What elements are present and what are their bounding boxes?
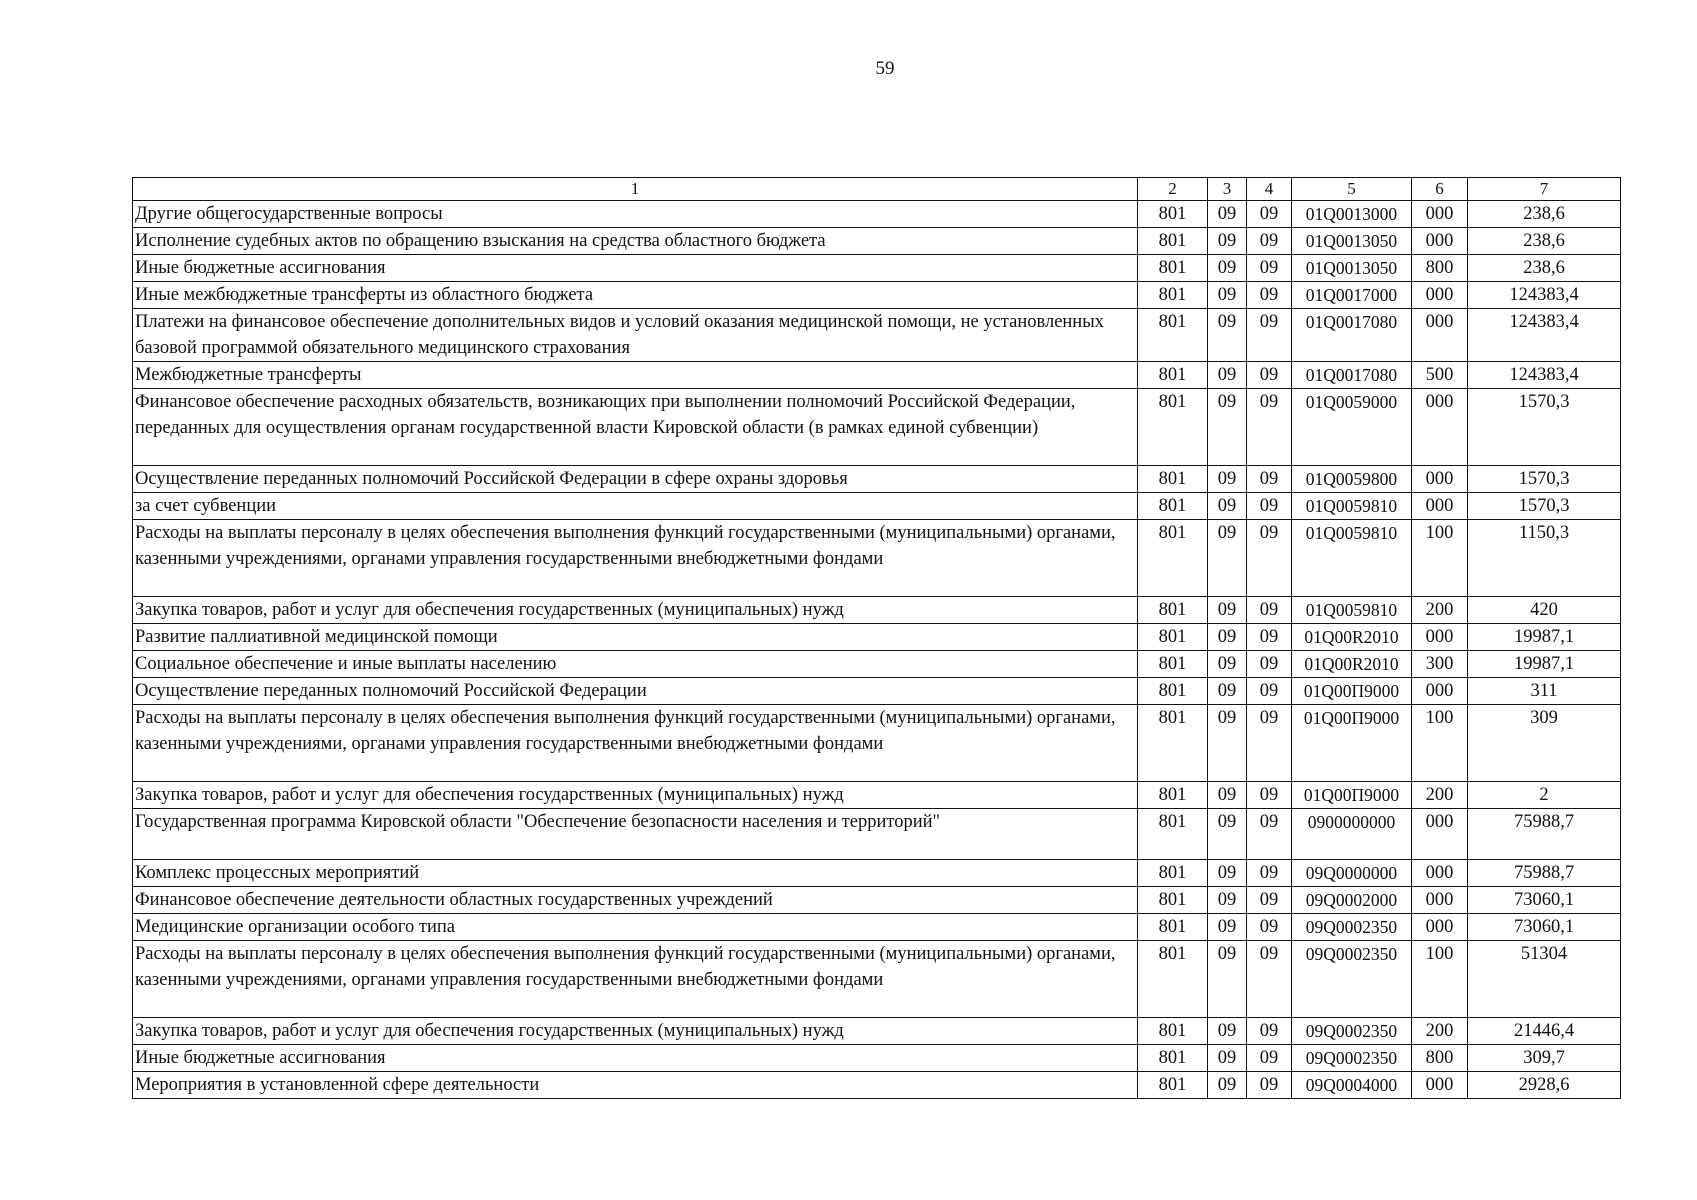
expense-type-cell: 000 (1412, 309, 1468, 362)
budget-table (132, 177, 1621, 1099)
row-name-cell: Исполнение судебных актов по обращению взыскания на средства областного бюджета (133, 228, 1138, 255)
target-article-cell: 09Q0002350 (1292, 941, 1412, 1018)
target-article-cell: 01Q0059000 (1292, 389, 1412, 466)
amount-cell: 124383,4 (1468, 362, 1621, 389)
page-number: 59 (875, 58, 895, 79)
row-name-cell: Закупка товаров, работ и услуг для обеспечения государственных (муниципальных) нужд (133, 782, 1138, 809)
expense-type-cell: 000 (1412, 624, 1468, 651)
row-name-cell: Развитие паллиативной медицинской помощи (133, 624, 1138, 651)
subsection-code-cell: 09 (1247, 1018, 1292, 1045)
target-article-cell: 01Q0013050 (1292, 255, 1412, 282)
section-code-cell: 09 (1208, 362, 1247, 389)
row-name-cell: Межбюджетные трансферты (133, 362, 1138, 389)
section-code-cell: 09 (1208, 255, 1247, 282)
subsection-code-cell: 09 (1247, 282, 1292, 309)
amount-cell: 238,6 (1468, 228, 1621, 255)
table-row (133, 1072, 1621, 1099)
table-row (133, 941, 1621, 1018)
admin-code-cell: 801 (1138, 941, 1208, 1018)
subsection-code-cell: 09 (1247, 860, 1292, 887)
subsection-code-cell: 09 (1247, 520, 1292, 597)
table-row (133, 914, 1621, 941)
table-row (133, 678, 1621, 705)
admin-code-cell: 801 (1138, 1018, 1208, 1045)
table-row (133, 201, 1621, 228)
admin-code-cell: 801 (1138, 914, 1208, 941)
row-name-cell: Осуществление переданных полномочий Российской Федерации (133, 678, 1138, 705)
amount-cell: 75988,7 (1468, 860, 1621, 887)
subsection-code-cell: 09 (1247, 255, 1292, 282)
subsection-code-cell: 09 (1247, 466, 1292, 493)
section-code-cell: 09 (1208, 887, 1247, 914)
table-row (133, 651, 1621, 678)
expense-type-cell: 000 (1412, 914, 1468, 941)
section-code-cell: 09 (1208, 389, 1247, 466)
section-code-cell: 09 (1208, 493, 1247, 520)
subsection-code-cell: 09 (1247, 624, 1292, 651)
row-name-cell: Иные межбюджетные трансферты из областного бюджета (133, 282, 1138, 309)
section-code-cell: 09 (1208, 860, 1247, 887)
row-name-cell: Медицинские организации особого типа (133, 914, 1138, 941)
section-code-cell: 09 (1208, 651, 1247, 678)
target-article-cell: 01Q00П9000 (1292, 705, 1412, 782)
table-row (133, 255, 1621, 282)
target-article-cell: 01Q0059810 (1292, 597, 1412, 624)
header-col-2: 2 (1138, 178, 1208, 201)
target-article-cell: 09Q0002350 (1292, 1045, 1412, 1072)
admin-code-cell: 801 (1138, 624, 1208, 651)
row-name-cell: Государственная программа Кировской области "Обеспечение безопасности населения и территорий" (133, 809, 1138, 860)
target-article-cell: 01Q0017080 (1292, 362, 1412, 389)
table-row (133, 887, 1621, 914)
expense-type-cell: 000 (1412, 201, 1468, 228)
table-row (133, 228, 1621, 255)
row-name-cell: Платежи на финансовое обеспечение дополнительных видов и условий оказания медицинской помощи, не установленных базовой программой обязательного медицинского страхования (133, 309, 1138, 362)
expense-type-cell: 000 (1412, 493, 1468, 520)
table-row (133, 705, 1621, 782)
expense-type-cell: 200 (1412, 782, 1468, 809)
table-row (133, 809, 1621, 860)
subsection-code-cell: 09 (1247, 362, 1292, 389)
section-code-cell: 09 (1208, 705, 1247, 782)
row-name-cell: Закупка товаров, работ и услуг для обеспечения государственных (муниципальных) нужд (133, 1018, 1138, 1045)
subsection-code-cell: 09 (1247, 651, 1292, 678)
section-code-cell: 09 (1208, 782, 1247, 809)
expense-type-cell: 200 (1412, 597, 1468, 624)
section-code-cell: 09 (1208, 1018, 1247, 1045)
target-article-cell: 01Q0017000 (1292, 282, 1412, 309)
target-article-cell: 01Q0059800 (1292, 466, 1412, 493)
admin-code-cell: 801 (1138, 389, 1208, 466)
row-name-cell: Иные бюджетные ассигнования (133, 255, 1138, 282)
table-row (133, 782, 1621, 809)
admin-code-cell: 801 (1138, 887, 1208, 914)
amount-cell: 75988,7 (1468, 809, 1621, 860)
amount-cell: 1150,3 (1468, 520, 1621, 597)
amount-cell: 124383,4 (1468, 309, 1621, 362)
header-col-6: 6 (1412, 178, 1468, 201)
amount-cell: 19987,1 (1468, 624, 1621, 651)
target-article-cell: 01Q00R2010 (1292, 624, 1412, 651)
expense-type-cell: 500 (1412, 362, 1468, 389)
expense-type-cell: 000 (1412, 887, 1468, 914)
admin-code-cell: 801 (1138, 860, 1208, 887)
header-row (133, 178, 1621, 201)
expense-type-cell: 800 (1412, 1045, 1468, 1072)
admin-code-cell: 801 (1138, 782, 1208, 809)
row-name-cell: Комплекс процессных мероприятий (133, 860, 1138, 887)
expense-type-cell: 100 (1412, 941, 1468, 1018)
admin-code-cell: 801 (1138, 1045, 1208, 1072)
target-article-cell: 09Q0002000 (1292, 887, 1412, 914)
table-row (133, 309, 1621, 362)
table-row (133, 466, 1621, 493)
amount-cell: 73060,1 (1468, 914, 1621, 941)
table-row (133, 597, 1621, 624)
target-article-cell: 01Q0059810 (1292, 520, 1412, 597)
target-article-cell: 01Q0013000 (1292, 201, 1412, 228)
subsection-code-cell: 09 (1247, 201, 1292, 228)
admin-code-cell: 801 (1138, 520, 1208, 597)
amount-cell: 19987,1 (1468, 651, 1621, 678)
section-code-cell: 09 (1208, 282, 1247, 309)
expense-type-cell: 000 (1412, 678, 1468, 705)
section-code-cell: 09 (1208, 678, 1247, 705)
subsection-code-cell: 09 (1247, 389, 1292, 466)
admin-code-cell: 801 (1138, 809, 1208, 860)
subsection-code-cell: 09 (1247, 705, 1292, 782)
section-code-cell: 09 (1208, 597, 1247, 624)
amount-cell: 309 (1468, 705, 1621, 782)
target-article-cell: 01Q00П9000 (1292, 678, 1412, 705)
row-name-cell: Закупка товаров, работ и услуг для обеспечения государственных (муниципальных) нужд (133, 597, 1138, 624)
subsection-code-cell: 09 (1247, 1072, 1292, 1099)
amount-cell: 238,6 (1468, 201, 1621, 228)
expense-type-cell: 300 (1412, 651, 1468, 678)
admin-code-cell: 801 (1138, 255, 1208, 282)
admin-code-cell: 801 (1138, 1072, 1208, 1099)
target-article-cell: 01Q00R2010 (1292, 651, 1412, 678)
header-col-1: 1 (133, 178, 1138, 201)
table-row (133, 860, 1621, 887)
header-col-4: 4 (1247, 178, 1292, 201)
table-row (133, 1018, 1621, 1045)
subsection-code-cell: 09 (1247, 887, 1292, 914)
section-code-cell: 09 (1208, 809, 1247, 860)
table-body (133, 201, 1621, 1099)
section-code-cell: 09 (1208, 520, 1247, 597)
subsection-code-cell: 09 (1247, 809, 1292, 860)
table-row (133, 624, 1621, 651)
amount-cell: 238,6 (1468, 255, 1621, 282)
table-row (133, 1045, 1621, 1072)
section-code-cell: 09 (1208, 309, 1247, 362)
amount-cell: 1570,3 (1468, 493, 1621, 520)
amount-cell: 420 (1468, 597, 1621, 624)
target-article-cell: 09Q0002350 (1292, 1018, 1412, 1045)
table-row (133, 389, 1621, 466)
subsection-code-cell: 09 (1247, 1045, 1292, 1072)
section-code-cell: 09 (1208, 466, 1247, 493)
amount-cell: 309,7 (1468, 1045, 1621, 1072)
amount-cell: 2 (1468, 782, 1621, 809)
admin-code-cell: 801 (1138, 705, 1208, 782)
expense-type-cell: 800 (1412, 255, 1468, 282)
admin-code-cell: 801 (1138, 282, 1208, 309)
target-article-cell: 09Q0002350 (1292, 914, 1412, 941)
expense-type-cell: 000 (1412, 282, 1468, 309)
row-name-cell: Финансовое обеспечение расходных обязательств, возникающих при выполнении полномочий Российской Федерации, переданных для осуществления органам государственной власти Кировской области (в рамках единой субвенции) (133, 389, 1138, 466)
section-code-cell: 09 (1208, 914, 1247, 941)
amount-cell: 21446,4 (1468, 1018, 1621, 1045)
amount-cell: 2928,6 (1468, 1072, 1621, 1099)
target-article-cell: 01Q0059810 (1292, 493, 1412, 520)
row-name-cell: Социальное обеспечение и иные выплаты населению (133, 651, 1138, 678)
admin-code-cell: 801 (1138, 493, 1208, 520)
expense-type-cell: 000 (1412, 466, 1468, 493)
target-article-cell: 01Q00П9000 (1292, 782, 1412, 809)
admin-code-cell: 801 (1138, 651, 1208, 678)
row-name-cell: за счет субвенции (133, 493, 1138, 520)
table-row (133, 282, 1621, 309)
section-code-cell: 09 (1208, 1072, 1247, 1099)
target-article-cell: 09Q0004000 (1292, 1072, 1412, 1099)
table-row (133, 362, 1621, 389)
section-code-cell: 09 (1208, 201, 1247, 228)
header-col-3: 3 (1208, 178, 1247, 201)
admin-code-cell: 801 (1138, 466, 1208, 493)
subsection-code-cell: 09 (1247, 228, 1292, 255)
target-article-cell: 01Q0017080 (1292, 309, 1412, 362)
row-name-cell: Другие общегосударственные вопросы (133, 201, 1138, 228)
row-name-cell: Расходы на выплаты персоналу в целях обеспечения выполнения функций государственными (муниципальными) органами, казенными учреждениями, органами управления государственными внебюджетными фондами (133, 705, 1138, 782)
header-col-7: 7 (1468, 178, 1621, 201)
amount-cell: 51304 (1468, 941, 1621, 1018)
subsection-code-cell: 09 (1247, 782, 1292, 809)
table-row (133, 520, 1621, 597)
admin-code-cell: 801 (1138, 228, 1208, 255)
admin-code-cell: 801 (1138, 201, 1208, 228)
admin-code-cell: 801 (1138, 309, 1208, 362)
section-code-cell: 09 (1208, 624, 1247, 651)
header-col-5: 5 (1292, 178, 1412, 201)
amount-cell: 1570,3 (1468, 466, 1621, 493)
amount-cell: 311 (1468, 678, 1621, 705)
subsection-code-cell: 09 (1247, 941, 1292, 1018)
expense-type-cell: 000 (1412, 389, 1468, 466)
subsection-code-cell: 09 (1247, 914, 1292, 941)
subsection-code-cell: 09 (1247, 493, 1292, 520)
expense-type-cell: 000 (1412, 860, 1468, 887)
row-name-cell: Осуществление переданных полномочий Российской Федерации в сфере охраны здоровья (133, 466, 1138, 493)
subsection-code-cell: 09 (1247, 597, 1292, 624)
subsection-code-cell: 09 (1247, 678, 1292, 705)
expense-type-cell: 100 (1412, 520, 1468, 597)
row-name-cell: Мероприятия в установленной сфере деятельности (133, 1072, 1138, 1099)
section-code-cell: 09 (1208, 1045, 1247, 1072)
section-code-cell: 09 (1208, 228, 1247, 255)
amount-cell: 124383,4 (1468, 282, 1621, 309)
expense-type-cell: 000 (1412, 1072, 1468, 1099)
amount-cell: 1570,3 (1468, 389, 1621, 466)
expense-type-cell: 200 (1412, 1018, 1468, 1045)
target-article-cell: 0900000000 (1292, 809, 1412, 860)
table-row (133, 493, 1621, 520)
admin-code-cell: 801 (1138, 597, 1208, 624)
target-article-cell: 01Q0013050 (1292, 228, 1412, 255)
row-name-cell: Финансовое обеспечение деятельности областных государственных учреждений (133, 887, 1138, 914)
row-name-cell: Иные бюджетные ассигнования (133, 1045, 1138, 1072)
target-article-cell: 09Q0000000 (1292, 860, 1412, 887)
expense-type-cell: 000 (1412, 228, 1468, 255)
admin-code-cell: 801 (1138, 362, 1208, 389)
row-name-cell: Расходы на выплаты персоналу в целях обеспечения выполнения функций государственными (муниципальными) органами, казенными учреждениями, органами управления государственными внебюджетными фондами (133, 941, 1138, 1018)
subsection-code-cell: 09 (1247, 309, 1292, 362)
row-name-cell: Расходы на выплаты персоналу в целях обеспечения выполнения функций государственными (муниципальными) органами, казенными учреждениями, органами управления государственными внебюджетными фондами (133, 520, 1138, 597)
admin-code-cell: 801 (1138, 678, 1208, 705)
expense-type-cell: 000 (1412, 809, 1468, 860)
section-code-cell: 09 (1208, 941, 1247, 1018)
amount-cell: 73060,1 (1468, 887, 1621, 914)
expense-type-cell: 100 (1412, 705, 1468, 782)
